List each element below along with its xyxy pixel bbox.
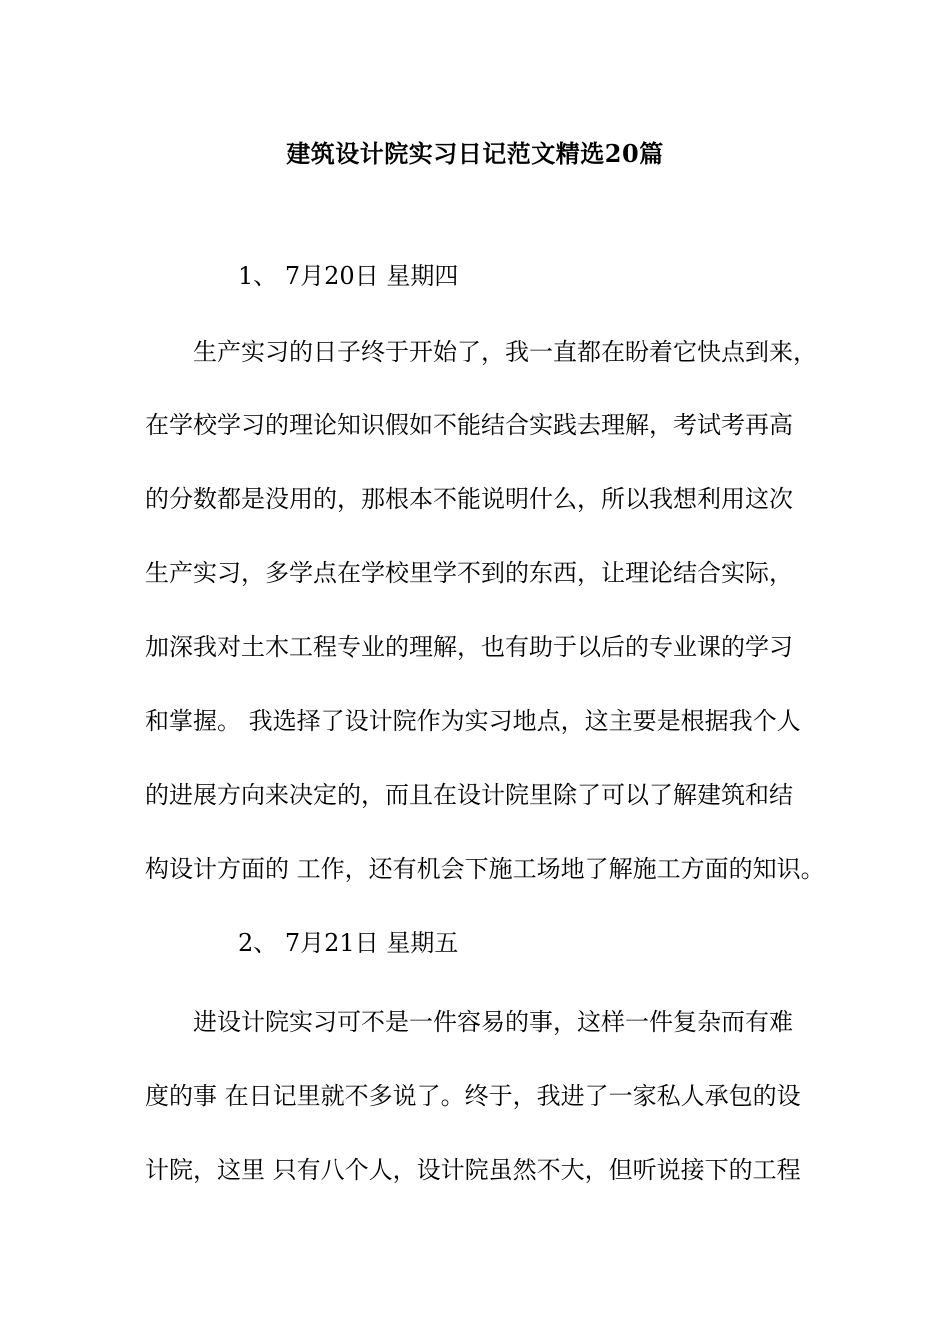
paragraph-line: 进设计院实习可不是一件容易的事，这样一件复杂而有难 (193, 1008, 793, 1036)
paragraph-line: 和掌握。 我选择了设计院作为实习地点，这主要是根据我个人 (145, 707, 801, 735)
entry-heading: 1、 7月20日 星期四 (238, 262, 459, 290)
paragraph-line: 的分数都是没用的，那根本不能说明什么，所以我想利用这次 (145, 485, 793, 513)
paragraph-line: 在学校学习的理论知识假如不能结合实践去理解，考试考再高 (145, 411, 793, 439)
paragraph-line: 计院，这里 只有八个人，设计院虽然不大，但听说接下的工程 (145, 1156, 801, 1184)
paragraph-line: 构设计方面的 工作，还有机会下施工场地了解施工方面的知识。 (145, 855, 825, 883)
paragraph-line: 度的事 在日记里就不多说了。终于，我进了一家私人承包的设 (145, 1082, 801, 1110)
paragraph-line: 生产实习，多学点在学校里学不到的东西，让理论结合实际， (145, 559, 793, 587)
document-title: 建筑设计院实习日记范文精选20篇 (286, 139, 664, 168)
entry-heading: 2、 7月21日 星期五 (238, 929, 459, 957)
paragraph-line: 生产实习的日子终于开始了，我一直都在盼着它快点到来， (193, 338, 817, 366)
paragraph-line: 加深我对土木工程专业的理解，也有助于以后的专业课的学习 (145, 633, 793, 661)
paragraph-line: 的进展方向来决定的，而且在设计院里除了可以了解建筑和结 (145, 781, 793, 809)
